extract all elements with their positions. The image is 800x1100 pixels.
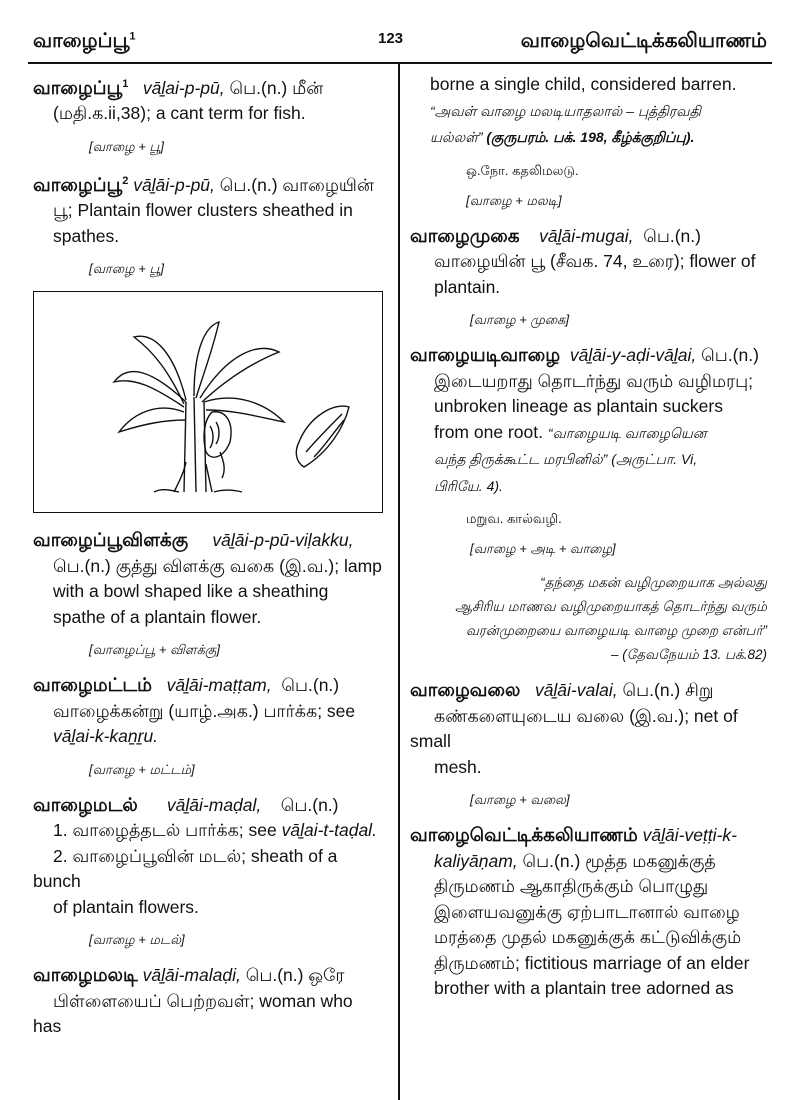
transliteration: vāḻāi-maḍal,: [166, 794, 262, 815]
entry-valaiyadivalai: [410, 342, 767, 499]
left-column: [33, 72, 385, 1044]
headword: வாழைவலை: [410, 679, 521, 700]
etymology: [வாழை + அடி + வாழை]: [470, 541, 616, 556]
definition-line: பெ.(n.) குத்து விளக்கு வகை (இ.வ.); lamp: [53, 555, 382, 576]
headword: வாழைமட்டம்: [33, 674, 152, 696]
transliteration: vāḻai-p-pū,: [142, 77, 225, 98]
headword-sup: 2: [122, 174, 129, 187]
headword: வாழைமடல்: [33, 793, 138, 815]
transliteration: vāḻāi-malaḍi,: [142, 965, 241, 986]
definition-line: of plantain flowers.: [53, 896, 199, 917]
citation-quote: “வாழையடி வாழையென: [547, 424, 707, 441]
definition-line: from one root.: [434, 421, 548, 442]
entry-valaimaladi-continued: [410, 72, 767, 151]
entry-valaivalai: [410, 677, 767, 780]
transliteration: vāḻāi-valai,: [534, 680, 618, 700]
definition-line: திருமணம்; fictitious marriage of an elder: [434, 952, 750, 973]
definition-start: பெ.(n.) ஒரே: [245, 965, 345, 986]
etymology: [வாழை + மட்டம்]: [89, 761, 195, 777]
page-number: 123: [378, 30, 404, 47]
definition-line: brother with a plantain tree adorned as: [434, 978, 734, 998]
entry-valaimattam: [33, 672, 385, 750]
running-head-left: [33, 30, 136, 55]
definition-start: பெ.(n.): [643, 225, 701, 246]
headword: வாழைப்பூ: [33, 173, 123, 195]
entry-valaippu-1: [33, 72, 385, 127]
headword: வாழைமுகை: [410, 224, 520, 246]
citation-quote: யல்லள்”: [430, 129, 483, 145]
definition-line: இடையறாது தொடர்ந்து வரும் வழிமரபு;: [434, 370, 753, 391]
definition-line: (மதி.க.ii,38); a cant term for fish.: [53, 103, 306, 124]
definition-line: borne a single child, considered barren.: [430, 74, 737, 94]
definition-line: unbroken lineage as plantain suckers: [434, 396, 723, 416]
citation-quote: “அவள் வாழை மலடியாதலால் – புத்திரவதி: [430, 102, 701, 119]
sense-1: 1. வாழைத்தடல் பார்க்க; see: [53, 820, 282, 841]
definition-line: பிள்ளையைப் பெற்றவள்; woman who has: [33, 990, 353, 1037]
definition-line: spathes.: [53, 225, 120, 246]
definition-line: வாழையின் பூ (சீவக. 74, உரை); flower of: [434, 251, 756, 271]
definition-start: பெ.(n.) வாழையின்: [219, 174, 374, 195]
definition-start: பெ.(n.): [281, 675, 340, 696]
compare-note: ஒ.நோ. கதலிமலடு.: [466, 162, 579, 178]
headword: வாழைவெட்டிக்கலியாணம்: [410, 824, 638, 845]
definition-line: வாழைக்கன்று (யாழ்.அக.) பார்க்க; see: [53, 700, 356, 721]
definition-line: with a bowl shaped like a sheathing: [53, 581, 329, 602]
running-head-right: வாழைவெட்டிக்கலியாணம்: [520, 30, 767, 52]
entry-valaimugai: [410, 223, 767, 301]
right-column: [410, 72, 767, 1006]
etymology: [வாழை + வலை]: [470, 792, 570, 807]
etymology: [வாழை + முகை]: [470, 312, 570, 327]
running-head-left-word: வாழைப்பூ: [33, 30, 130, 52]
page-header: [0, 0, 800, 66]
quote-source: – (தேவநேயம் 13. பக்.82): [611, 647, 767, 662]
headword: வாழைமலடி: [33, 964, 138, 986]
transliteration: vāḻāi-veṭṭi-k-: [642, 825, 737, 845]
headword: வாழைப்பூவிளக்கு: [33, 529, 189, 551]
definition-start: பெ.(n.): [280, 794, 339, 815]
citation-source: (அருட்பா. Vi,: [611, 451, 698, 467]
entry-valaippuvilakku: [33, 527, 385, 630]
transliteration: kaliyāṇam,: [434, 850, 518, 871]
headword: வாழைப்பூ: [33, 76, 123, 98]
transliteration: vāḻāi-p-pū,: [133, 174, 215, 195]
definition-line: mesh.: [434, 756, 482, 777]
plantain-illustration: [33, 291, 383, 513]
definition-line: plantain.: [434, 276, 501, 297]
entry-valaimadal: [33, 792, 385, 921]
headword: வாழையடிவாழை: [410, 344, 561, 365]
definition-start: பெ.(n.) மீன்: [229, 77, 324, 98]
headword-sup: 1: [122, 78, 129, 90]
quote-line: “தந்தை மகன் வழிமுறையாக அல்லது: [540, 575, 767, 590]
definition-line: திருமணம் ஆகாதிருக்கும் பொழுது: [434, 876, 709, 896]
transliteration: vāḻāi-y-aḍi-vāḻai,: [569, 345, 697, 365]
citation-source: (குருபரம். பக். 198, கீழ்க்குறிப்பு).: [482, 129, 695, 145]
definition-line: பூ; Plantain flower clusters sheathed in: [53, 200, 353, 221]
citation-source: பிரியே. 4).: [434, 477, 503, 494]
entry-valaivettikkaliyanam: [410, 822, 767, 1002]
etymology: [வாழைப்பூ + விளக்கு]: [89, 642, 221, 658]
transliteration: vāḻāi-p-pū-viḷakku,: [212, 530, 354, 551]
sense-2: 2. வாழைப்பூவின் மடல்; sheath of a bunch: [33, 845, 338, 892]
transliteration: vāḻāi-maṭṭam,: [166, 675, 272, 696]
definition-start: பெ.(n.): [701, 345, 759, 365]
quote-line: வரன்முறையை வாழையடி வாழை முறை என்பர்”: [465, 623, 767, 638]
plantain-tree-drawing: [34, 292, 382, 512]
definition-line: spathe of a plantain flower.: [53, 606, 262, 627]
entry-valaippu-2: [33, 169, 385, 249]
definition-start: பெ.(n.) மூத்த மகனுக்குத்: [522, 850, 716, 871]
definition-line: கண்களையுடைய வலை (இ.வ.); net of small: [410, 705, 738, 751]
etymology: [வாழை + மடல்]: [89, 932, 185, 948]
citation-quote: வந்த திருக்கூட்ட மரபினில்”: [434, 451, 612, 467]
definition-start: பெ.(n.) சிறு: [622, 680, 714, 700]
running-head-left-sup: 1: [129, 30, 136, 43]
column-divider: [398, 64, 400, 1100]
cross-reference: vāḻai-k-kaṉṟu.: [53, 726, 159, 747]
synonym-note: மறுவ. கால்வழி.: [466, 511, 562, 526]
header-rule: [28, 62, 772, 64]
cross-reference: vāḻai-t-taḍal.: [281, 820, 377, 841]
definition-line: இளையவனுக்கு ஏற்பாடானால் வாழை: [434, 901, 740, 922]
block-quotation: [434, 571, 767, 667]
transliteration: vāḻāi-mugai,: [539, 225, 634, 246]
etymology: [வாழை + மலடி]: [466, 192, 562, 208]
etymology: [வாழை + பூ]: [89, 138, 165, 154]
definition-line: மரத்தை முதல் மகனுக்குக் கட்டுவிக்கும்: [434, 927, 742, 947]
entry-valaimaladi: [33, 962, 385, 1040]
quote-line: ஆசிரிய மாணவ வழிமுறையாகத் தொடர்ந்து வரும்: [455, 599, 767, 614]
etymology: [வாழை + பூ]: [89, 261, 165, 277]
